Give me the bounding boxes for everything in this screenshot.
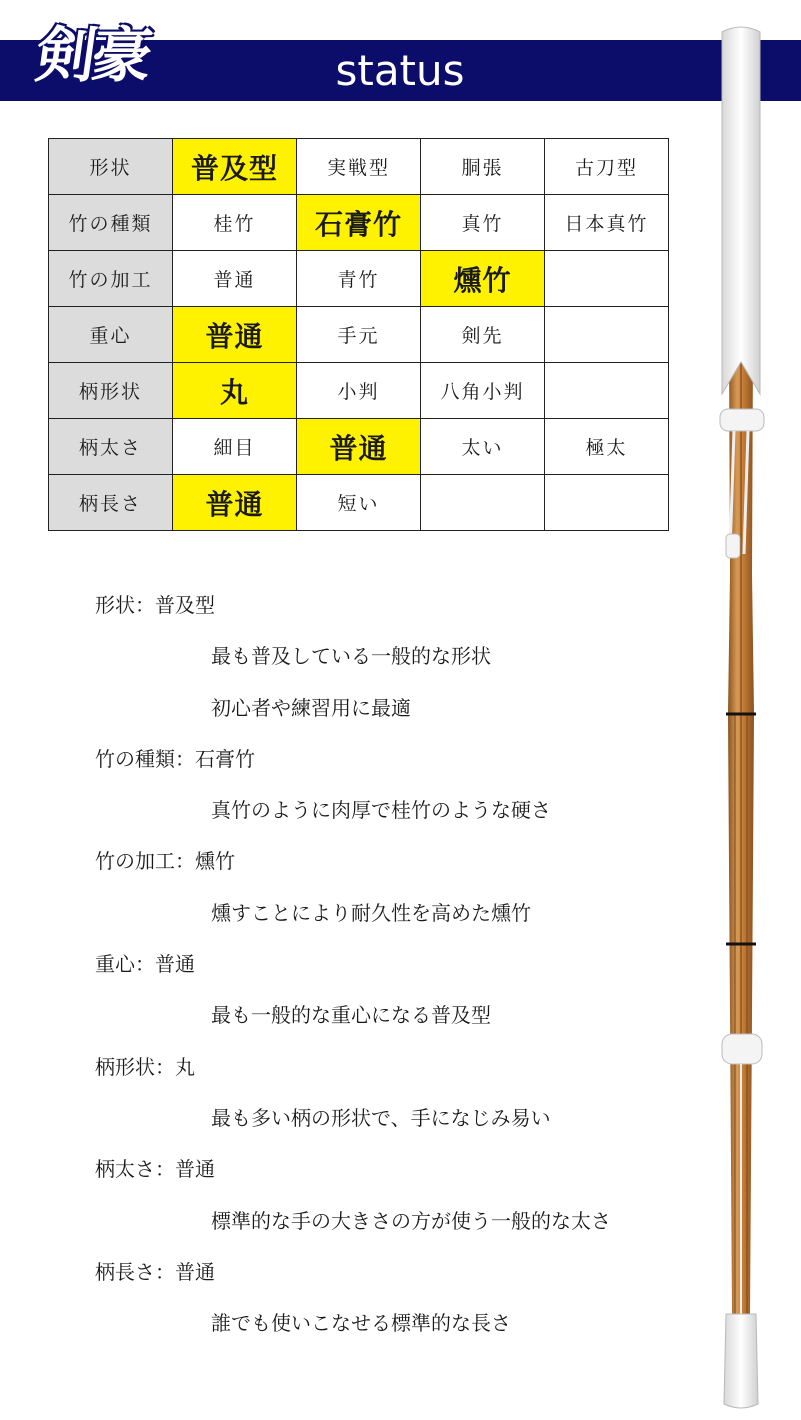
brand-logo: 剣豪 [31, 21, 153, 91]
row-label: 形状 [49, 139, 173, 195]
selected-option-cell: 普及型 [173, 139, 297, 195]
option-cell: 普通 [173, 251, 297, 307]
option-cell [421, 475, 545, 531]
option-cell: 八角小判 [421, 363, 545, 419]
description-text: 初心者や練習用に最適 [211, 695, 411, 720]
row-label: 柄太さ [49, 419, 173, 475]
option-cell: 手元 [297, 307, 421, 363]
selected-option-cell: 普通 [173, 307, 297, 363]
option-cell: 真竹 [421, 195, 545, 251]
description-text: 最も多い柄の形状で、手になじみ易い [211, 1105, 551, 1130]
row-label: 竹の加工 [49, 251, 173, 307]
option-cell: 短い [297, 475, 421, 531]
selected-option-cell: 普通 [297, 419, 421, 475]
selected-option-cell: 普通 [173, 475, 297, 531]
table-row [49, 307, 669, 363]
description-text: 誰でも使いこなせる標準的な長さ [211, 1311, 511, 1336]
selected-option-cell: 石膏竹 [297, 195, 421, 251]
shinai-tip-cap [722, 27, 760, 394]
option-cell: 極太 [545, 419, 669, 475]
description-heading: 柄太さ：普通 [95, 1157, 215, 1182]
option-cell: 青竹 [297, 251, 421, 307]
option-cell: 剣先 [421, 307, 545, 363]
description-text: 燻すことにより耐久性を高めた燻竹 [211, 900, 531, 925]
row-label: 竹の種類 [49, 195, 173, 251]
row-label: 柄長さ [49, 475, 173, 531]
option-cell: 太い [421, 419, 545, 475]
option-cell: 細目 [173, 419, 297, 475]
option-cell: 実戦型 [297, 139, 421, 195]
table-row [49, 251, 669, 307]
spec-table [48, 138, 669, 531]
table-row [49, 419, 669, 475]
option-cell [545, 307, 669, 363]
shinai-grip [724, 1314, 758, 1408]
option-cell [545, 363, 669, 419]
description-text: 標準的な手の大きさの方が使う一般的な太さ [211, 1208, 611, 1233]
option-cell [545, 251, 669, 307]
description-text: 真竹のように肉厚で桂竹のような硬さ [211, 798, 551, 823]
table-row [49, 363, 669, 419]
description-heading: 竹の加工：燻竹 [95, 849, 235, 874]
option-cell: 小判 [297, 363, 421, 419]
option-cell: 桂竹 [173, 195, 297, 251]
description-heading: 柄長さ：普通 [95, 1259, 215, 1284]
page-title: status [335, 46, 465, 95]
description-heading: 重心：普通 [95, 952, 195, 977]
description-text: 最も一般的な重心になる普及型 [211, 1003, 491, 1028]
table-row [49, 475, 669, 531]
option-cell: 日本真竹 [545, 195, 669, 251]
table-row [49, 195, 669, 251]
table-row [49, 139, 669, 195]
selected-option-cell: 燻竹 [421, 251, 545, 307]
selected-option-cell: 丸 [173, 363, 297, 419]
row-label: 重心 [49, 307, 173, 363]
option-cell: 胴張 [421, 139, 545, 195]
option-cell: 古刀型 [545, 139, 669, 195]
description-list [95, 580, 715, 1349]
description-heading: 竹の種類：石膏竹 [95, 746, 255, 771]
description-text: 最も普及している一般的な形状 [211, 644, 491, 669]
row-label: 柄形状 [49, 363, 173, 419]
description-heading: 柄形状：丸 [95, 1054, 195, 1079]
description-heading: 形状：普及型 [95, 593, 215, 617]
shinai-image [708, 14, 778, 1414]
option-cell [545, 475, 669, 531]
